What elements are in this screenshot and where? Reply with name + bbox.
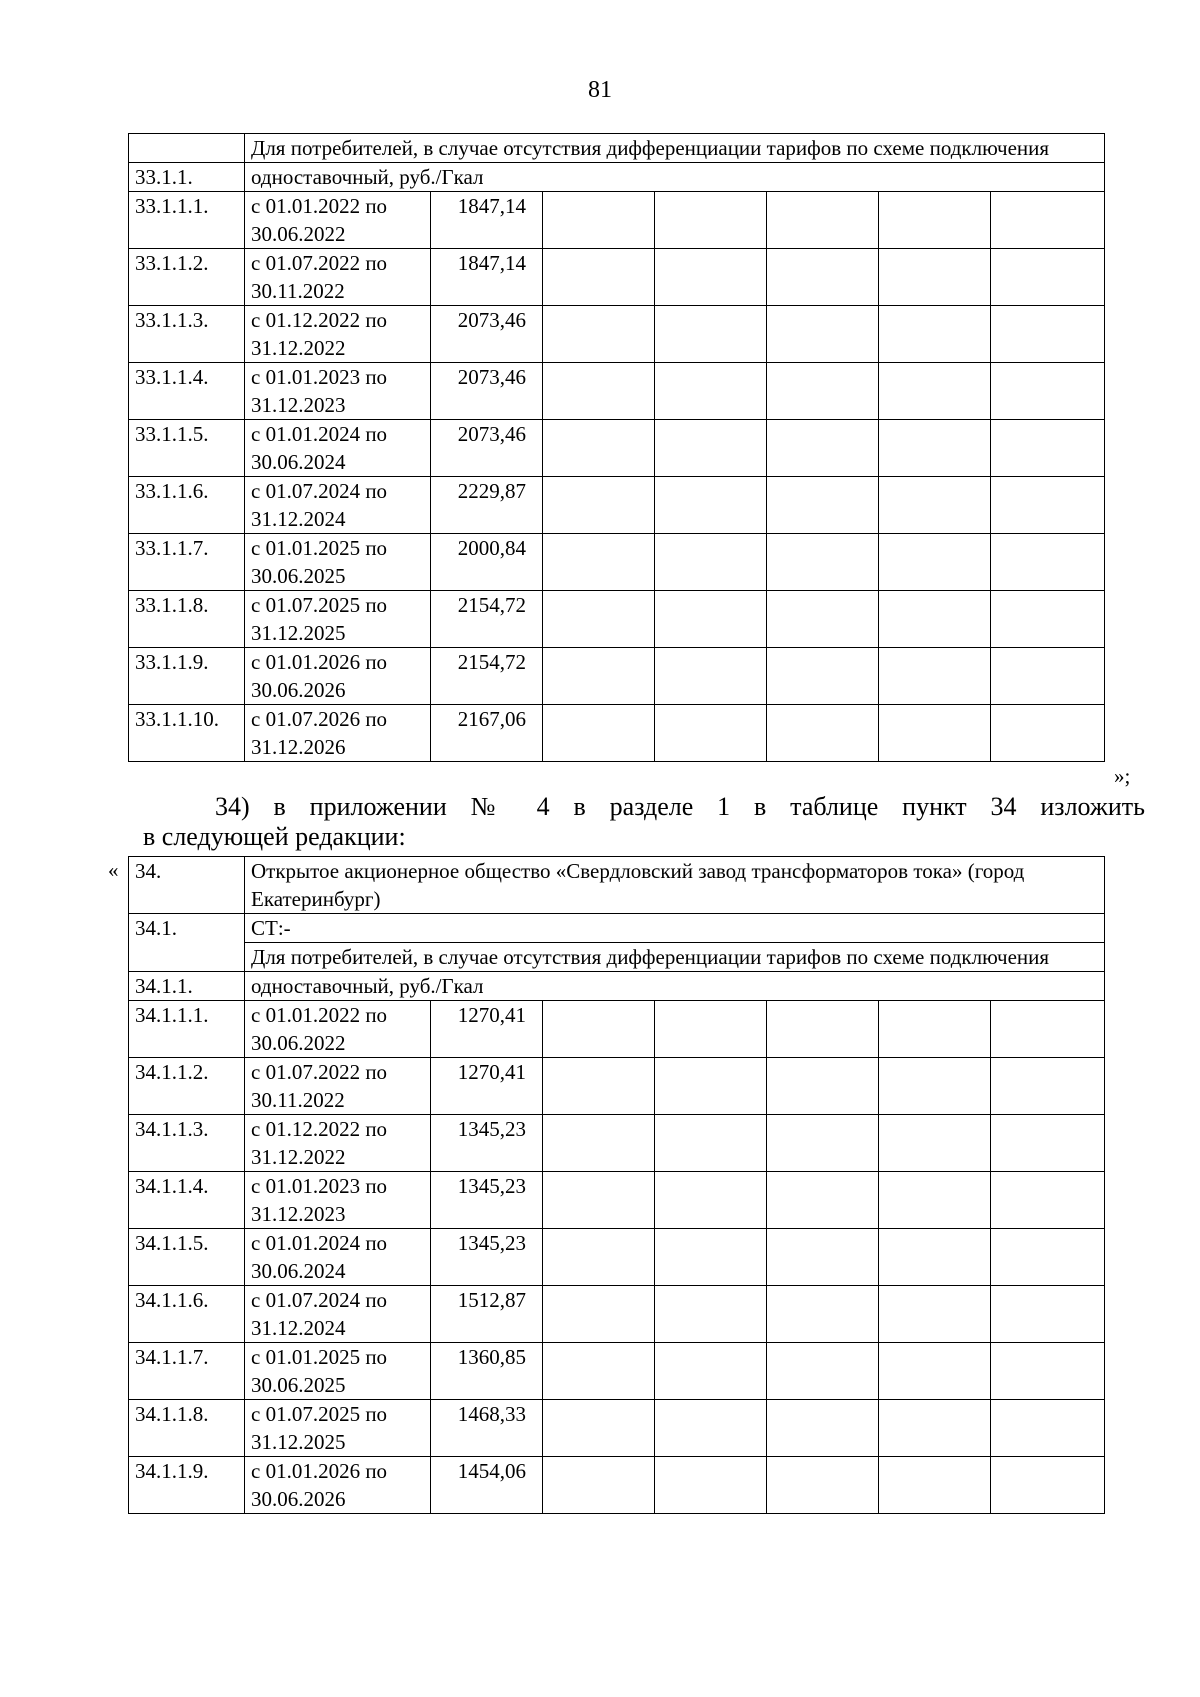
empty-cell [991, 1001, 1105, 1058]
empty-cell [543, 1343, 655, 1400]
empty-cell [543, 1286, 655, 1343]
empty-cell [991, 1343, 1105, 1400]
empty-cell [543, 420, 655, 477]
tariff-table-33 [128, 133, 1105, 762]
row-number-cell: 34.1.1.5. [129, 1229, 245, 1286]
tariff-value-cell: 2154,72 [431, 648, 543, 705]
closing-quote: »; [1114, 764, 1131, 788]
empty-cell [655, 363, 767, 420]
empty-cell [655, 591, 767, 648]
empty-cell [991, 249, 1105, 306]
row-number-cell: 33.1.1.8. [129, 591, 245, 648]
table-row [129, 1058, 1105, 1115]
row-number-cell: 33.1.1.7. [129, 534, 245, 591]
table-row [129, 1115, 1105, 1172]
empty-cell [543, 1457, 655, 1514]
table-row [129, 1457, 1105, 1514]
empty-cell [543, 477, 655, 534]
table-row [129, 1001, 1105, 1058]
period-cell: с 01.12.2022 по 31.12.2022 [245, 1115, 431, 1172]
table-row [129, 972, 1105, 1001]
row-number-cell: 34.1.1.9. [129, 1457, 245, 1514]
empty-cell [879, 249, 991, 306]
tariff-value-cell: 2073,46 [431, 306, 543, 363]
empty-cell [767, 1172, 879, 1229]
amendment-paragraph-line-2: в следующей редакции: [143, 822, 406, 851]
opening-quote: « [108, 858, 119, 882]
tariff-value-cell: 1454,06 [431, 1457, 543, 1514]
empty-cell [991, 534, 1105, 591]
tariff-value-cell: 1512,87 [431, 1286, 543, 1343]
table-row [129, 306, 1105, 363]
empty-cell [879, 705, 991, 762]
tariff-value-cell: 1270,41 [431, 1001, 543, 1058]
tariff-value-cell: 2073,46 [431, 363, 543, 420]
empty-cell [991, 192, 1105, 249]
empty-cell [655, 705, 767, 762]
row-number-cell: 34.1.1.4. [129, 1172, 245, 1229]
empty-cell [543, 363, 655, 420]
empty-cell [655, 1286, 767, 1343]
empty-cell [991, 306, 1105, 363]
empty-cell [991, 1058, 1105, 1115]
consumers-heading: Для потребителей, в случае отсутствия дифференциации тарифов по схеме подключения [245, 134, 1105, 163]
amendment-paragraph-line-1: 34) в приложении № 4 в разделе 1 в таблице пункт 34 изложить [215, 792, 1145, 821]
row-number-cell: 33.1.1.4. [129, 363, 245, 420]
table-row [129, 1400, 1105, 1457]
tariff-value-cell: 1345,23 [431, 1115, 543, 1172]
empty-cell [879, 534, 991, 591]
tariff-table-34 [128, 856, 1105, 1514]
section-heading: СТ:- [245, 914, 1105, 943]
row-number-cell: 33.1.1.6. [129, 477, 245, 534]
empty-cell [543, 306, 655, 363]
period-cell: с 01.01.2022 по 30.06.2022 [245, 192, 431, 249]
empty-cell [543, 1229, 655, 1286]
empty-cell [767, 420, 879, 477]
empty-cell [655, 648, 767, 705]
empty-cell [655, 1001, 767, 1058]
empty-cell [543, 1172, 655, 1229]
empty-cell [767, 1286, 879, 1343]
row-number-cell: 34.1.1. [129, 972, 245, 1001]
empty-cell [767, 249, 879, 306]
table-row [129, 648, 1105, 705]
tariff-value-cell: 1345,23 [431, 1229, 543, 1286]
empty-cell [767, 591, 879, 648]
empty-cell [991, 363, 1105, 420]
row-number-cell: 34.1. [129, 914, 245, 972]
row-number-cell: 33.1.1.2. [129, 249, 245, 306]
period-cell: с 01.12.2022 по 31.12.2022 [245, 306, 431, 363]
table-row [129, 705, 1105, 762]
table-row [129, 534, 1105, 591]
table-row [129, 1343, 1105, 1400]
tariff-value-cell: 1360,85 [431, 1343, 543, 1400]
tariff-value-cell: 2073,46 [431, 420, 543, 477]
empty-cell [879, 192, 991, 249]
empty-cell [879, 306, 991, 363]
empty-cell [543, 705, 655, 762]
table-row [129, 914, 1105, 943]
empty-cell [767, 306, 879, 363]
empty-cell [543, 1001, 655, 1058]
empty-cell [991, 1457, 1105, 1514]
empty-cell [991, 420, 1105, 477]
tariff-value-cell: 2167,06 [431, 705, 543, 762]
period-cell: с 01.01.2024 по 30.06.2024 [245, 1229, 431, 1286]
empty-cell [991, 1286, 1105, 1343]
tariff-value-cell: 1468,33 [431, 1400, 543, 1457]
empty-cell [655, 1400, 767, 1457]
empty-cell [991, 591, 1105, 648]
row-number-cell: 33.1.1.9. [129, 648, 245, 705]
tariff-value-cell: 1270,41 [431, 1058, 543, 1115]
empty-cell [879, 1001, 991, 1058]
rate-type-heading: одноставочный, руб./Гкал [245, 163, 1105, 192]
table-row [129, 249, 1105, 306]
empty-cell [991, 477, 1105, 534]
empty-cell [991, 648, 1105, 705]
table-row [129, 363, 1105, 420]
empty-cell [655, 1115, 767, 1172]
empty-cell [767, 192, 879, 249]
row-number-cell: 34.1.1.7. [129, 1343, 245, 1400]
empty-cell [879, 1457, 991, 1514]
tariff-value-cell: 1847,14 [431, 192, 543, 249]
empty-cell [655, 1343, 767, 1400]
row-number-cell: 33.1.1.3. [129, 306, 245, 363]
tariff-value-cell: 2154,72 [431, 591, 543, 648]
empty-cell [655, 192, 767, 249]
empty-cell [991, 1115, 1105, 1172]
empty-cell [767, 1058, 879, 1115]
empty-cell [655, 1172, 767, 1229]
period-cell: с 01.07.2026 по 31.12.2026 [245, 705, 431, 762]
period-cell: с 01.07.2024 по 31.12.2024 [245, 477, 431, 534]
empty-cell [879, 477, 991, 534]
period-cell: с 01.07.2025 по 31.12.2025 [245, 1400, 431, 1457]
tariff-value-cell: 2229,87 [431, 477, 543, 534]
tariff-value-cell: 1847,14 [431, 249, 543, 306]
empty-cell [655, 306, 767, 363]
empty-cell [767, 1001, 879, 1058]
empty-cell [655, 1229, 767, 1286]
period-cell: с 01.07.2022 по 30.11.2022 [245, 1058, 431, 1115]
table-row [129, 192, 1105, 249]
rate-type-heading: одноставочный, руб./Гкал [245, 972, 1105, 1001]
empty-cell [879, 1229, 991, 1286]
empty-cell [879, 1400, 991, 1457]
row-number-cell: 33.1.1.5. [129, 420, 245, 477]
empty-cell [655, 534, 767, 591]
period-cell: с 01.07.2025 по 31.12.2025 [245, 591, 431, 648]
period-cell: с 01.01.2026 по 30.06.2026 [245, 1457, 431, 1514]
empty-cell [879, 420, 991, 477]
row-number-cell: 34.1.1.3. [129, 1115, 245, 1172]
row-number-cell: 34.1.1.1. [129, 1001, 245, 1058]
consumers-heading: Для потребителей, в случае отсутствия дифференциации тарифов по схеме подключения [245, 943, 1105, 972]
empty-cell [655, 1058, 767, 1115]
period-cell: с 01.07.2024 по 31.12.2024 [245, 1286, 431, 1343]
empty-cell [767, 1343, 879, 1400]
empty-cell [879, 1172, 991, 1229]
row-number-cell: 34.1.1.8. [129, 1400, 245, 1457]
period-cell: с 01.01.2025 по 30.06.2025 [245, 534, 431, 591]
period-cell: с 01.01.2023 по 31.12.2023 [245, 363, 431, 420]
empty-cell [767, 648, 879, 705]
empty-cell [879, 1058, 991, 1115]
table-row [129, 1229, 1105, 1286]
organization-name: Открытое акционерное общество «Свердловский завод трансформаторов тока» (город Екатеринбург) [245, 857, 1105, 914]
table-row [129, 943, 1105, 972]
empty-cell [543, 1400, 655, 1457]
empty-cell [879, 648, 991, 705]
period-cell: с 01.07.2022 по 30.11.2022 [245, 249, 431, 306]
table-row [129, 1286, 1105, 1343]
empty-cell [767, 1115, 879, 1172]
period-cell: с 01.01.2024 по 30.06.2024 [245, 420, 431, 477]
row-number-cell: 34.1.1.6. [129, 1286, 245, 1343]
table-row [129, 1172, 1105, 1229]
empty-cell [767, 705, 879, 762]
period-cell: с 01.01.2025 по 30.06.2025 [245, 1343, 431, 1400]
table-row [129, 420, 1105, 477]
empty-cell [879, 1286, 991, 1343]
row-number-cell: 33.1.1.10. [129, 705, 245, 762]
empty-cell [543, 249, 655, 306]
empty-cell [655, 477, 767, 534]
empty-cell [767, 534, 879, 591]
period-cell: с 01.01.2023 по 31.12.2023 [245, 1172, 431, 1229]
empty-cell [991, 1172, 1105, 1229]
row-number-cell: 33.1.1.1. [129, 192, 245, 249]
empty-cell [543, 648, 655, 705]
period-cell: с 01.01.2022 по 30.06.2022 [245, 1001, 431, 1058]
empty-cell [991, 1400, 1105, 1457]
empty-cell [543, 1058, 655, 1115]
row-number-cell: 34.1.1.2. [129, 1058, 245, 1115]
empty-cell [991, 1229, 1105, 1286]
empty-cell [879, 363, 991, 420]
empty-cell [767, 1457, 879, 1514]
row-number-cell [129, 134, 245, 163]
table-row [129, 134, 1105, 163]
empty-cell [767, 363, 879, 420]
page-number: 81 [588, 77, 612, 103]
table-row [129, 477, 1105, 534]
table-row [129, 163, 1105, 192]
empty-cell [879, 1343, 991, 1400]
row-number-cell: 33.1.1. [129, 163, 245, 192]
empty-cell [767, 1229, 879, 1286]
empty-cell [991, 705, 1105, 762]
empty-cell [655, 249, 767, 306]
empty-cell [655, 420, 767, 477]
empty-cell [543, 591, 655, 648]
empty-cell [767, 1400, 879, 1457]
empty-cell [879, 591, 991, 648]
table-row [129, 857, 1105, 914]
tariff-value-cell: 2000,84 [431, 534, 543, 591]
empty-cell [543, 534, 655, 591]
empty-cell [655, 1457, 767, 1514]
table-row [129, 591, 1105, 648]
empty-cell [543, 1115, 655, 1172]
empty-cell [543, 192, 655, 249]
tariff-value-cell: 1345,23 [431, 1172, 543, 1229]
row-number-cell: 34. [129, 857, 245, 914]
empty-cell [879, 1115, 991, 1172]
period-cell: с 01.01.2026 по 30.06.2026 [245, 648, 431, 705]
empty-cell [767, 477, 879, 534]
